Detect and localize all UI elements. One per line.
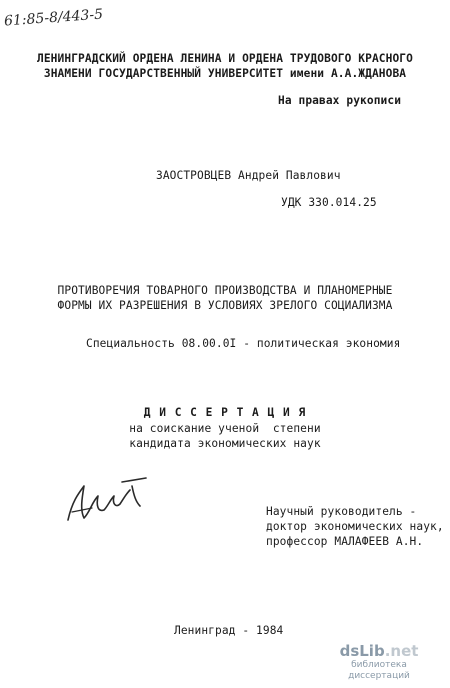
watermark-logo-tail: .net xyxy=(384,642,419,660)
supervisor-line-3: профессор МАЛАФЕЕВ А.Н. xyxy=(266,535,424,548)
dissertation-title-line-1: ПРОТИВОРЕЧИЯ ТОВАРНОГО ПРОИЗВОДСТВА И ПЛАНОМЕРНЫЕ xyxy=(57,284,393,297)
library-watermark[interactable] xyxy=(324,643,434,682)
specialty: Специальность 08.00.0I - политическая экономия xyxy=(86,337,401,350)
dissertation-heading: Д И С С Е Р Т А Ц И Я xyxy=(143,406,307,419)
university-line-1: ЛЕНИНГРАДСКИЙ ОРДЕНА ЛЕНИНА И ОРДЕНА ТРУДОВОГО КРАСНОГО xyxy=(37,52,413,65)
archive-handwritten-mark: 61:85-8/443-5 xyxy=(3,6,104,30)
degree-line-2: кандидата экономических наук xyxy=(129,437,321,450)
dissertation-title-line-2: ФОРМЫ ИХ РАЗРЕШЕНИЯ В УСЛОВИЯХ ЗРЕЛОГО СОЦИАЛИЗМА xyxy=(57,299,393,312)
udc-code: УДК 330.014.25 xyxy=(281,196,377,209)
handwritten-signature xyxy=(62,472,152,532)
degree-line-1: на соискание ученой степени xyxy=(129,422,321,435)
supervisor-line-1: Научный руководитель - xyxy=(266,505,417,518)
watermark-caption: библиотека диссертаций xyxy=(348,660,410,681)
supervisor-line-2: доктор экономических наук, xyxy=(266,520,444,533)
watermark-logo xyxy=(324,643,434,660)
university-line-2: ЗНАМЕНИ ГОСУДАРСТВЕННЫЙ УНИВЕРСИТЕТ имени А.А.ЖДАНОВА xyxy=(43,67,407,80)
place-and-year: Ленинград - 1984 xyxy=(174,624,284,637)
author-name: ЗАОСТРОВЦЕВ Андрей Павлович xyxy=(156,169,341,182)
manuscript-rights: На правах рукописи xyxy=(278,94,402,107)
watermark-logo-main: dsLib xyxy=(339,642,385,660)
